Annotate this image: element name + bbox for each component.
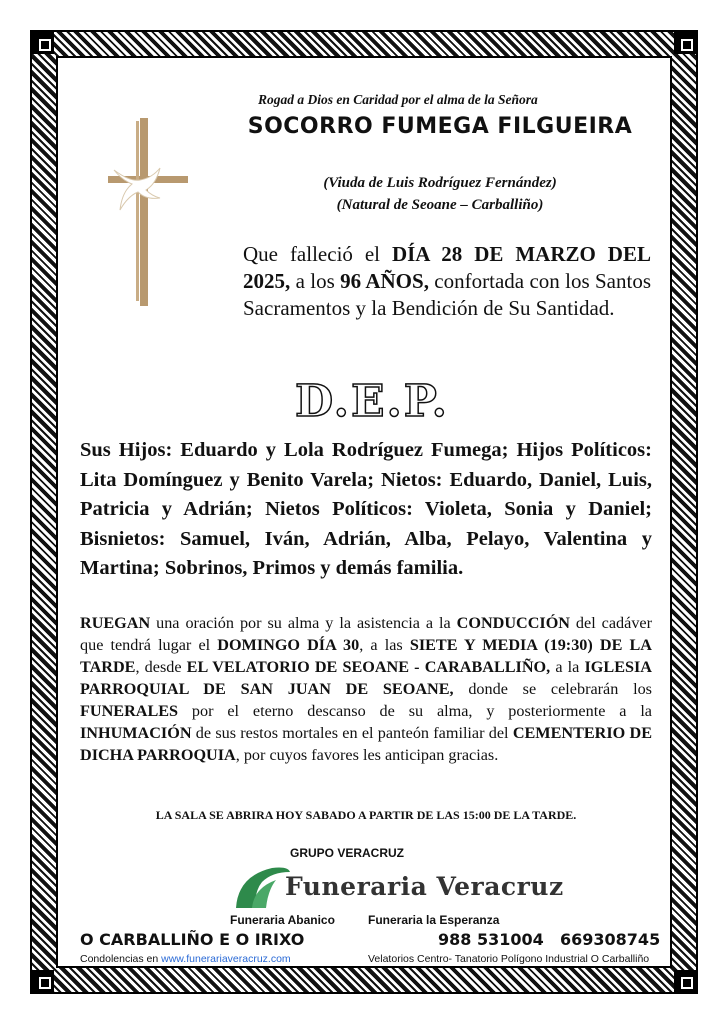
veracruz-leaf-logo-icon [232,862,292,912]
details-text: una oración por su alma y la asistencia a la [150,614,457,632]
branch-name: Funeraria Abanico [230,913,335,927]
widow-line: (Viuda de Luis Rodríguez Fernández) [323,175,557,191]
deceased-name: SOCORRO FUMEGA FILGUEIRA [247,114,633,139]
velatorios-address: Velatorios Centro- Tanatorio Polígono Industrial O Carballiño [368,953,650,965]
details-text: , desde [135,658,187,676]
border-corner [674,32,696,54]
intro-text: Que falleció el [243,242,392,266]
cross-with-dove-icon [100,118,190,308]
intro-text: confortada con los Santos Sacramentos y la Bendición de Su Santidad. [243,269,652,320]
family-list: Sus Hijos: Eduardo y Lola Rodríguez Fumega; Hijos Políticos: Lita Domínguez y Benito Varela; Nietos: Eduardo, Daniel, Luis, Patricia y Adrián; Nietos Políticos: Violeta, Sonia y Daniel; Bisnietos: Samuel, Iván, Adrián, Alba, Pelayo, Valentina y Martina; Sobrinos, Primos y demás familia. [80,439,652,579]
condolences-link[interactable]: www.funerariaveracruz.com [161,953,291,965]
strong-text: EL VELATORIO DE SEOANE - CARABALLIÑO, [186,658,551,676]
death-announcement [243,241,651,322]
branch-name: Funeraria la Esperanza [368,913,500,927]
details-text: , por cuyos favores les anticipan gracias. [235,746,499,764]
strong-text: RUEGAN [80,614,151,632]
strong-text: IGLESIA PARROQUIAL DE SAN JUAN DE SEOANE, [80,658,652,698]
age: 96 AÑOS, [340,269,429,293]
condolences-line [80,953,291,965]
town-name: O CARBALLIÑO E O IRIXO [80,930,305,949]
border-corner [32,970,54,992]
phone-number: 988 531004 [438,930,544,949]
strong-text: DOMINGO DÍA 30 [217,636,360,654]
border-corner [32,32,54,54]
funeral-home-logo-text: Funeraria Veracruz [285,872,564,901]
pray-line: Rogad a Dios en Caridad por el alma de la Señora [258,92,538,107]
strong-text: SIETE Y MEDIA (19:30) DE LA TARDE [80,636,652,676]
group-name: GRUPO VERACRUZ [290,846,405,860]
phone-number: 669308745 [560,930,661,949]
details-text: donde se celebrarán los [453,680,652,698]
details-text: , a las [359,636,410,654]
condolences-label: Condolencias en [80,953,162,965]
border-corner [674,970,696,992]
strong-text: INHUMACIÓN [80,724,192,742]
death-date: DÍA 28 DE MARZO DEL 2025, [243,242,651,293]
strong-text: CEMENTERIO DE DICHA PARROQUIA [80,724,652,764]
relation-lines [240,172,640,216]
details-text: a la [550,658,585,676]
details-text: del cadáver que tendrá lugar el [80,614,652,654]
strong-text: FUNERALES [80,702,179,720]
strong-text: CONDUCCIÓN [456,614,570,632]
viewing-room-notice: LA SALA SE ABRIRA HOY SABADO A PARTIR DE LAS 15:00 DE LA TARDE. [155,808,577,822]
origin-line: (Natural de Seoane – Carballiño) [336,197,544,213]
intro-text: a los [290,269,341,293]
details-text: por el eterno descanso de su alma, y posteriormente a la [178,702,652,720]
funeral-details [80,612,652,766]
details-text: de sus restos mortales en el panteón familiar del [191,724,513,742]
dep-heading: D.E.P. [295,376,449,427]
